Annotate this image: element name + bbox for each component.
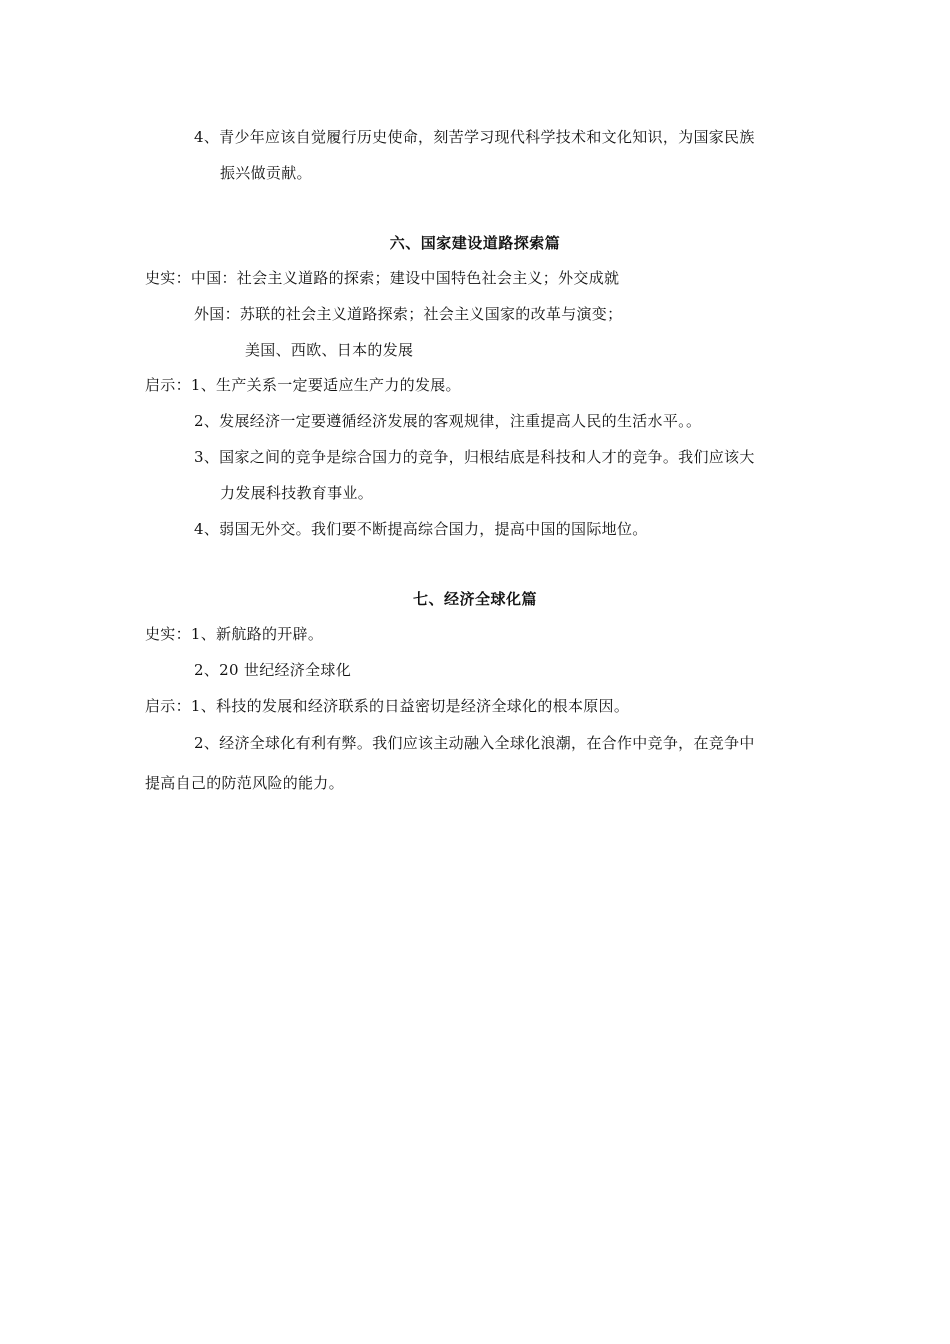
section6-insight4: 4、弱国无外交。我们要不断提高综合国力，提高中国的国际地位。	[194, 520, 648, 538]
section6-title: 六、国家建设道路探索篇	[389, 234, 561, 252]
section6-insight1: 启示：1、生产关系一定要适应生产力的发展。	[145, 376, 461, 394]
section6-facts-china: 史实：中国：社会主义道路的探索；建设中国特色社会主义；外交成就	[145, 269, 620, 287]
section6-insight2: 2、发展经济一定要遵循经济发展的客观规律，注重提高人民的生活水平。。	[194, 412, 702, 430]
section6-facts-foreign-line2: 美国、西欧、日本的发展	[245, 341, 414, 359]
section7-insight1: 启示：1、科技的发展和经济联系的日益密切是经济全球化的根本原因。	[145, 697, 630, 715]
section7-insight2-line1: 2、经济全球化有利有弊。我们应该主动融入全球化浪潮，在合作中竞争，在竞争中	[194, 734, 755, 752]
section6-facts-foreign-line1: 外国：苏联的社会主义道路探索；社会主义国家的改革与演变；	[194, 305, 623, 323]
section5-item4-line2: 振兴做贡献。	[220, 164, 312, 182]
section7-fact1: 史实：1、新航路的开辟。	[145, 625, 324, 643]
section7-insight2-line2: 提高自己的防范风险的能力。	[145, 774, 344, 792]
section6-insight3-line1: 3、国家之间的竞争是综合国力的竞争，归根结底是科技和人才的竞争。我们应该大	[194, 448, 755, 466]
section5-item4-line1: 4、青少年应该自觉履行历史使命，刻苦学习现代科学技术和文化知识，为国家民族	[194, 128, 755, 146]
section6-insight3-line2: 力发展科技教育事业。	[220, 484, 374, 502]
section7-title: 七、经济全球化篇	[412, 590, 537, 608]
section7-fact2: 2、20 世纪经济全球化	[194, 661, 351, 679]
